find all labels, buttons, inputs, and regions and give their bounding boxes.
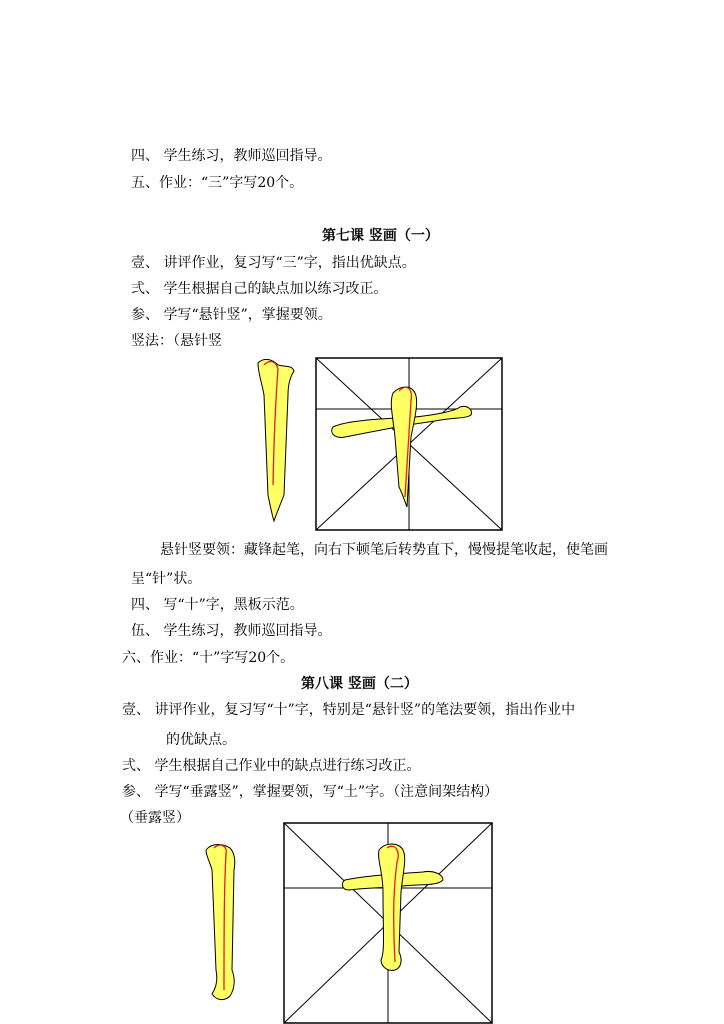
chuilu-stroke-illustration: [202, 840, 242, 1005]
tu-character-grid: [283, 822, 493, 1024]
lesson7-title: 第七课 竖画（一）: [322, 228, 439, 244]
lesson8-title: 第八课 竖画（二）: [301, 676, 418, 692]
lesson8-label: （垂露竖）: [120, 810, 190, 826]
lesson7-item-2: 弍、 学生根据自己的缺点加以练习改正。: [131, 281, 388, 297]
lesson7-item-6: 六、作业：“十”字写20个。: [122, 650, 295, 666]
shi-character-grid: [315, 357, 503, 531]
lesson7-item-4: 四、 写“十”字，黑板示范。: [131, 597, 304, 613]
lesson8-item-2: 弍、 学生根据自己作业中的缺点进行练习改正。: [122, 758, 421, 774]
lesson7-desc-line-1: 悬针竖要领：藏锋起笔，向右下顿笔后转势直下，慢慢提笔收起，使笔画: [160, 542, 608, 558]
lesson7-desc-line-2: 呈“针”状。: [131, 571, 202, 587]
prev-item-5: 五、作业：“三”字写20个。: [131, 175, 304, 191]
xuanzhen-stroke-illustration: [250, 355, 300, 525]
lesson8-item-3: 参、 学写“垂露竖”，掌握要领，写“土”字。（注意间架结构）: [122, 784, 499, 800]
lesson7-item-5: 伍、 学生练习，教师巡回指导。: [131, 623, 332, 639]
lesson7-method: 竖法：（悬针竖: [131, 333, 222, 349]
prev-item-4: 四、 学生练习，教师巡回指导。: [131, 148, 332, 164]
lesson8-item-1-line-1: 壹、 讲评作业，复习写“十”字，特别是“悬针竖”的笔法要领，指出作业中: [122, 702, 576, 718]
lesson7-item-1: 壹、 讲评作业，复习写“三”字，指出优缺点。: [131, 255, 416, 271]
lesson8-item-1-line-2: 的优缺点。: [166, 732, 236, 748]
lesson7-item-3: 参、 学写“悬针竖”，掌握要领。: [131, 307, 332, 323]
